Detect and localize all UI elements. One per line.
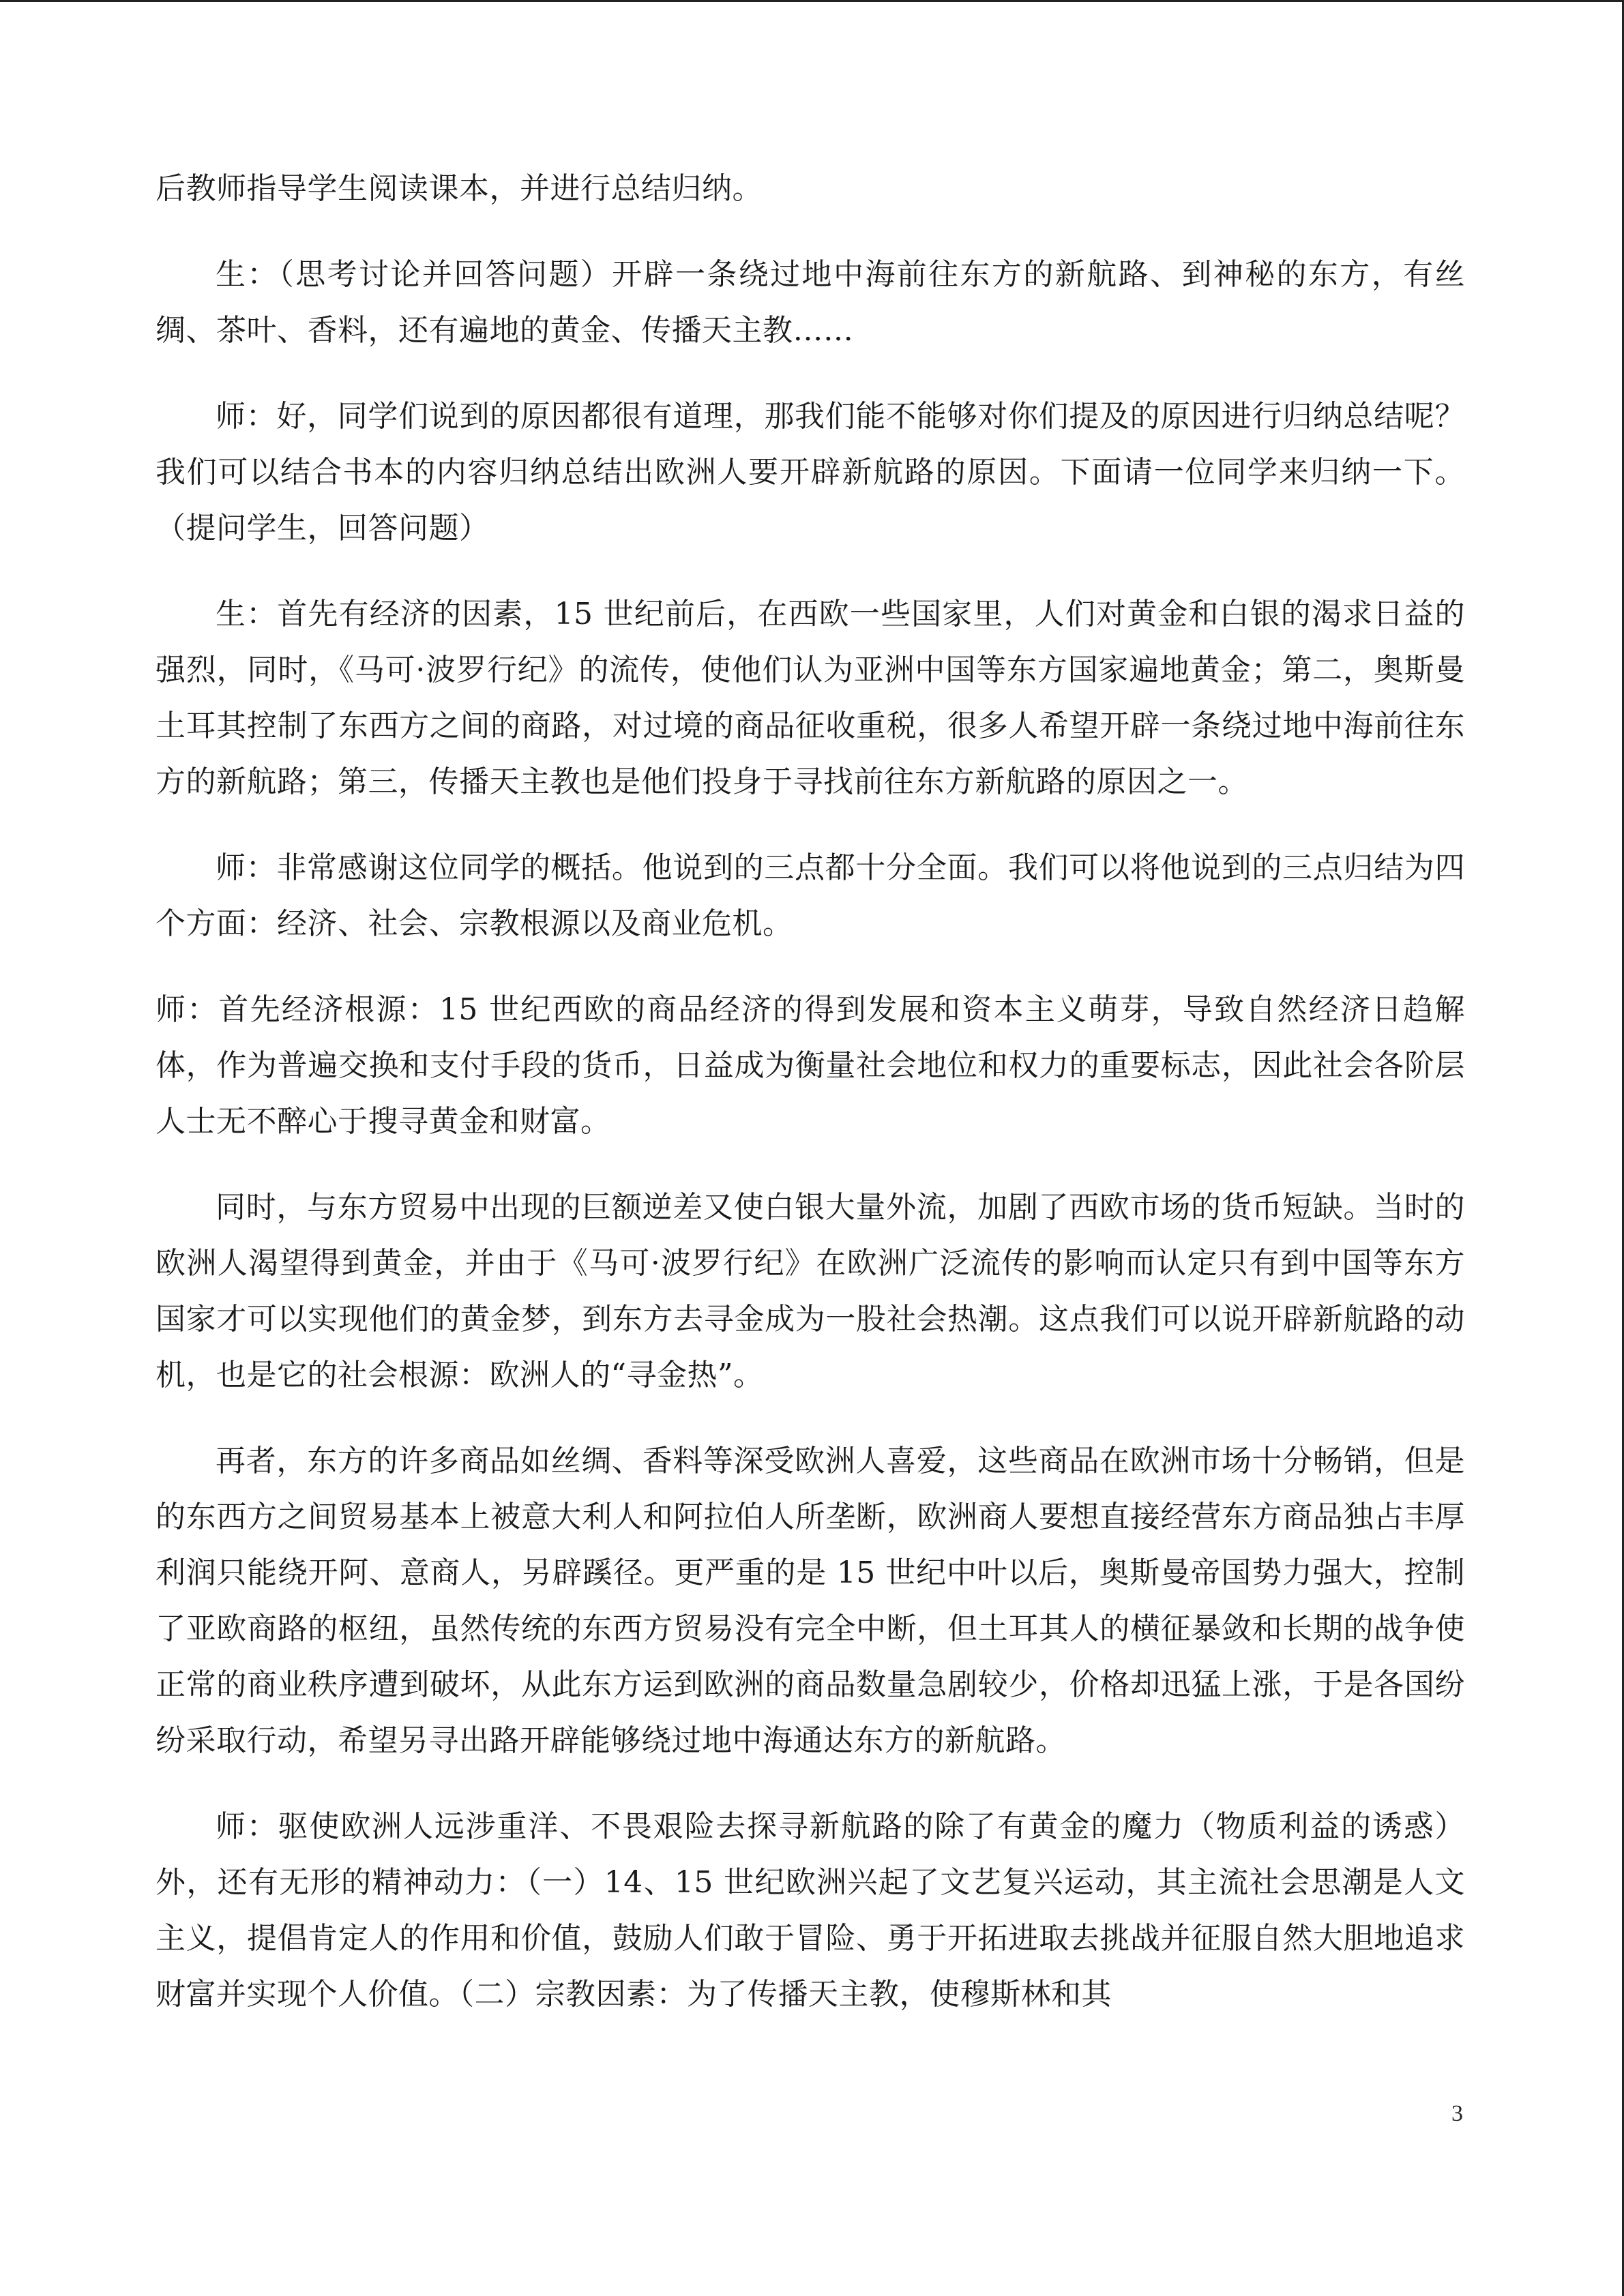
paragraph-7: 同时，与东方贸易中出现的巨额逆差又使白银大量外流，加剧了西欧市场的货币短缺。当时的欧洲人渴望得到黄金，并由于《马可·波罗行纪》在欧洲广泛流传的影响而认定只有到中国等东方国家才可以实现他们的黄金梦，到东方去寻金成为一股社会热潮。这点我们可以说开辟新航路的动机，也是它的社会根源：欧洲人的“寻金热”。 [156,1190,1465,1392]
paragraph-8: 再者，东方的许多商品如丝绸、香料等深受欧洲人喜爱，这些商品在欧洲市场十分畅销，但是的东西方之间贸易基本上被意大利人和阿拉伯人所垄断，欧洲商人要想直接经营东方商品独占丰厚利润只能绕开阿、意商人，另辟蹊径。更严重的是 15 世纪中叶以后，奥斯曼帝国势力强大，控制了亚欧商路的枢纽，虽然传统的东西方贸易没有完全中断，但土耳其人的横征暴敛和长期的战争使正常的商业秩序遭到破坏，从此东方运到欧洲的商品数量急剧较少，价格却迅猛上涨，于是各国纷纷采取行动，希望另寻出路开辟能够绕过地中海通达东方的新航路。 [156,1444,1465,1758]
paragraph-9: 师：驱使欧洲人远涉重洋、不畏艰险去探寻新航路的除了有黄金的魔力（物质利益的诱惑）外，还有无形的精神动力：（一）14、15 世纪欧洲兴起了文艺复兴运动，其主流社会思潮是人文主义，提倡肯定人的作用和价值，鼓励人们敢于冒险、勇于开拓进取去挑战并征服自然大胆地追求财富并实现个人价值。（二）宗教因素：为了传播天主教，使穆斯林和其 [156,1809,1465,2012]
document-page [156,161,1465,2053]
paragraph-4: 生：首先有经济的因素，15 世纪前后，在西欧一些国家里，人们对黄金和白银的渴求日益的强烈，同时，《马可·波罗行纪》的流传，使他们认为亚洲中国等东方国家遍地黄金；第二，奥斯曼土耳其控制了东西方之间的商路，对过境的商品征收重税，很多人希望开辟一条绕过地中海前往东方的新航路；第三，传播天主教也是他们投身于寻找前往东方新航路的原因之一。 [156,597,1465,799]
paragraph-6: 师：首先经济根源：15 世纪西欧的商品经济的得到发展和资本主义萌芽，导致自然经济日趋解体，作为普遍交换和支付手段的货币，日益成为衡量社会地位和权力的重要标志，因此社会各阶层人士无不醉心于搜寻黄金和财富。 [156,992,1465,1139]
paragraph-2: 生：（思考讨论并回答问题）开辟一条绕过地中海前往东方的新航路、到神秘的东方，有丝绸、茶叶、香料，还有遍地的黄金、传播天主教…… [156,257,1465,348]
page-top-border [0,0,1624,2]
page-number: 3 [1451,2101,1463,2126]
paragraph-1: 后教师指导学生阅读课本，并进行总结归纳。 [156,171,763,206]
paragraph-5: 师：非常感谢这位同学的概括。他说到的三点都十分全面。我们可以将他说到的三点归结为四个方面：经济、社会、宗教根源以及商业危机。 [156,850,1465,941]
paragraph-3: 师：好，同学们说到的原因都很有道理，那我们能不能够对你们提及的原因进行归纳总结呢？我们可以结合书本的内容归纳总结出欧洲人要开辟新航路的原因。下面请一位同学来归纳一下。（提问学生，回答问题） [156,399,1465,546]
